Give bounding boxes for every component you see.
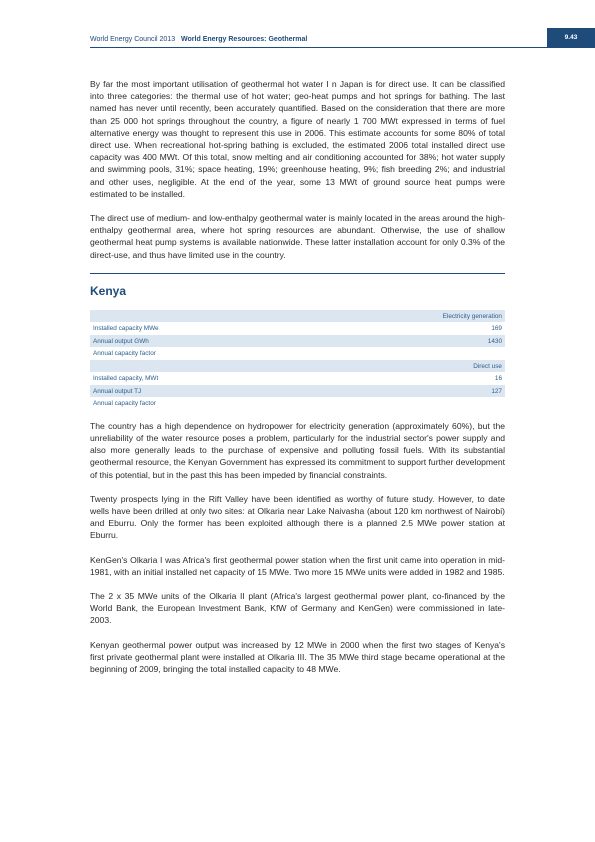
row-value: 1430 [414,335,505,348]
row-label: Annual capacity factor [90,397,414,410]
kenya-paragraph-2: Twenty prospects lying in the Rift Valley have been identified as worthy of future study. However, to date wells have been drilled at only two sites: at Olkaria near Lake Naivasha (about 120 km northwest of Nairobi) and Eburru. Only the former has been exploited although there is a planned 2.5 MWe power station at Eburru. [90,493,505,541]
table-row [90,335,505,348]
table-row [90,385,505,398]
kenya-paragraph-1: The country has a high dependence on hydropower for electricity generation (approximately 60%), but the unreliability of the water resource poses a problem, particularly for the industrial sector's power supply and also more generally leads to the purchase of expensive and polluting fossil fuels. With its substantial geothermal resource, the Kenyan Government has expressed its commitment to support further development of this potential, but in the past this has been impeded by financial constraints. [90,420,505,480]
kenya-paragraph-3: KenGen's Olkaria I was Africa's first geothermal power station when the first unit came into operation in mid-1981, with an initial installed net capacity of 15 MWe. Two more 15 MWe units were added in 1982 and 1985. [90,554,505,577]
row-value: 16 [414,372,505,385]
table-row [90,322,505,335]
kenya-paragraph-5: Kenyan geothermal power output was increased by 12 MWe in 2000 when the first two stages of Kenya's first private geothermal plant were installed at Olkaria III. The 35 MWe third stage became operational at the beginning of 2009, bringing the total installed capacity to 48 MWe. [90,639,505,675]
row-label: Annual capacity factor [90,347,414,360]
row-value [414,397,505,410]
table-row [90,397,505,410]
table-row [90,347,505,360]
japan-paragraph-1: By far the most important utilisation of geothermal hot water I n Japan is for direct use. It can be classified into three categories: the thermal use of hot water; geo-heat pumps and hot springs for bathing. The last named has never until recently, been accurately quantified. Based on the consideration that there are more than 25 000 hot springs throughout the country, a figure of nearly 1 700 MWt expressed in terms of fuel alternative energy was thought to represent this use in 2006. This estimate accounts for some 80% of total direct use. When recreational hot-spring bathing is excluded, the estimated 2006 total installed direct use capacity was 400 MWt. Of this total, snow melting and air conditioning accounted for 38%; hot water supply and swimming pools, 31%; space heating, 19%; greenhouse heating, 9%; fish breeding 2%; and industrial and other uses, negligible. At the end of the year, some 13 MWt of ground source heat pumps were estimated to be installed. [90,79,505,199]
table-header-row [90,360,505,373]
row-label: Installed capacity MWe [90,322,414,335]
page-number-tab [547,28,595,48]
row-label: Installed capacity, MWt [90,372,414,385]
header-title: World Energy Resources: Geothermal [181,36,308,43]
page-number: 9.43 [564,34,578,41]
header-divider [90,47,547,48]
japan-paragraph-2: The direct use of medium- and low-enthalpy geothermal water is mainly located in the areas around the high-enthalpy geothermal area, where hot spring resources are abundant. Otherwise, the use of shallow geothermal heat pump systems is available nationwide. These latter installation account for only 0.3% of the direct-use, and thus have limited use in the country. [90,213,505,260]
row-value: 169 [414,322,505,335]
row-value [414,347,505,360]
section-title: Kenya [90,283,127,298]
kenya-paragraph-4: The 2 x 35 MWe units of the Olkaria II plant (Africa's largest geothermal power plant, co-financed by the World Bank, the European Investment Bank, KfW of Germany and KenGen) were commissioned in late-2003. [90,591,505,626]
row-label: Annual output GWh [90,335,414,348]
header-org: World Energy Council 2013 [90,36,176,43]
row-label: Annual output TJ [90,385,414,398]
table-header-row [90,310,505,323]
section-divider [90,273,505,274]
main-content [90,78,505,687]
page-header [90,36,505,43]
row-value: 127 [414,385,505,398]
kenya-stats-table [90,310,505,410]
direct-use-header: Direct use [90,360,505,373]
table-row [90,372,505,385]
electricity-generation-header: Electricity generation [90,310,505,323]
